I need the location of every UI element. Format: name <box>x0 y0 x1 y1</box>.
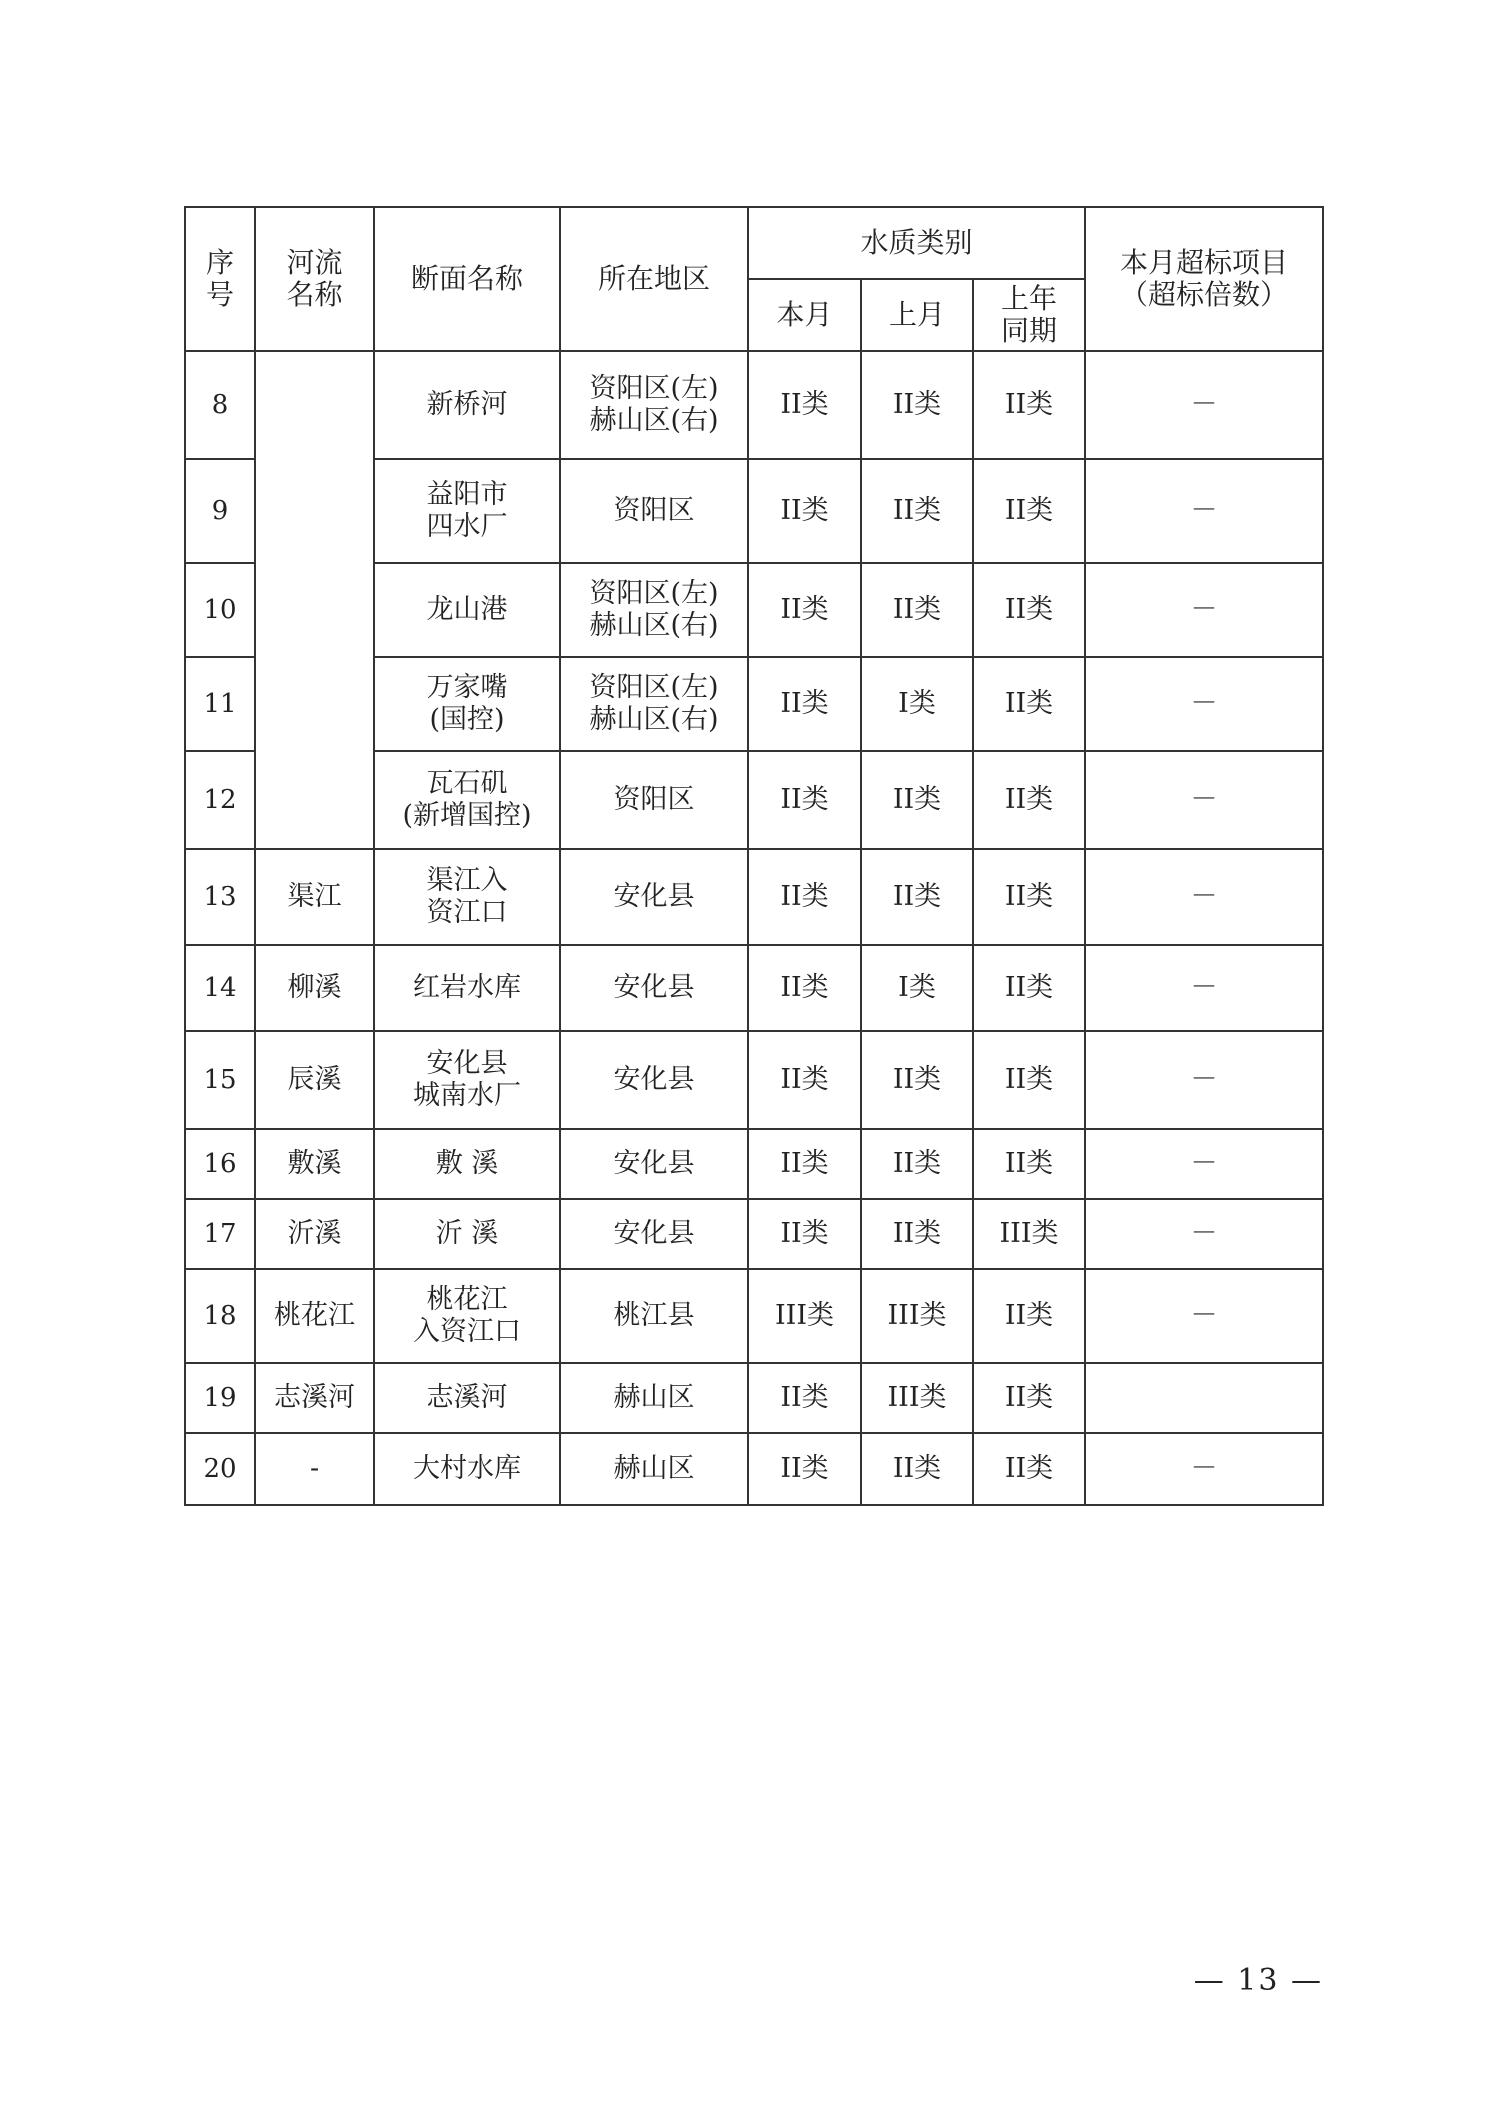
cell-section: 敷 溪 <box>374 1129 560 1199</box>
header-seq: 序 号 <box>185 207 255 351</box>
cell-region: 资阳区(左) 赫山区(右) <box>560 563 748 657</box>
cell-last-year: II类 <box>973 945 1085 1031</box>
cell-last-month: II类 <box>861 563 973 657</box>
cell-section: 沂 溪 <box>374 1199 560 1269</box>
cell-region: 资阳区 <box>560 459 748 563</box>
cell-last-month: II类 <box>861 351 973 459</box>
cell-last-month: I类 <box>861 657 973 751</box>
cell-seq: 13 <box>185 849 255 945</box>
header-class-group: 水质类别 <box>748 207 1085 279</box>
cell-section: 志溪河 <box>374 1363 560 1433</box>
cell-seq: 15 <box>185 1031 255 1129</box>
cell-exceed: － <box>1085 849 1323 945</box>
cell-exceed: － <box>1085 945 1323 1031</box>
cell-this-month: II类 <box>748 1199 861 1269</box>
cell-this-month: II类 <box>748 1129 861 1199</box>
table-row <box>185 1199 1323 1269</box>
cell-last-month: II类 <box>861 459 973 563</box>
cell-this-month: III类 <box>748 1269 861 1363</box>
cell-last-month: II类 <box>861 1433 973 1505</box>
cell-last-year: II类 <box>973 1129 1085 1199</box>
cell-exceed: － <box>1085 459 1323 563</box>
header-river: 河流 名称 <box>255 207 374 351</box>
cell-this-month: II类 <box>748 563 861 657</box>
cell-region: 安化县 <box>560 1031 748 1129</box>
cell-this-month: II类 <box>748 945 861 1031</box>
cell-last-month: II类 <box>861 1199 973 1269</box>
cell-seq: 11 <box>185 657 255 751</box>
cell-seq: 16 <box>185 1129 255 1199</box>
cell-river: 渠江 <box>255 849 374 945</box>
cell-exceed <box>1085 1363 1323 1433</box>
cell-seq: 8 <box>185 351 255 459</box>
cell-seq: 17 <box>185 1199 255 1269</box>
cell-this-month: II类 <box>748 1031 861 1129</box>
cell-last-year: II类 <box>973 1031 1085 1129</box>
table-row <box>185 1129 1323 1199</box>
cell-region: 安化县 <box>560 945 748 1031</box>
cell-river: 柳溪 <box>255 945 374 1031</box>
cell-this-month: II类 <box>748 351 861 459</box>
cell-section: 安化县 城南水厂 <box>374 1031 560 1129</box>
cell-river: 沂溪 <box>255 1199 374 1269</box>
cell-region: 赫山区 <box>560 1363 748 1433</box>
cell-seq: 14 <box>185 945 255 1031</box>
cell-last-year: II类 <box>973 1363 1085 1433</box>
cell-section: 龙山港 <box>374 563 560 657</box>
cell-section: 红岩水库 <box>374 945 560 1031</box>
cell-this-month: II类 <box>748 459 861 563</box>
cell-last-month: II类 <box>861 751 973 849</box>
table-row <box>185 1433 1323 1505</box>
table-row <box>185 1031 1323 1129</box>
cell-last-year: II类 <box>973 563 1085 657</box>
cell-region: 安化县 <box>560 849 748 945</box>
cell-last-month: II类 <box>861 1031 973 1129</box>
cell-last-year: II类 <box>973 1433 1085 1505</box>
page-number: — 13 — <box>1193 1963 1323 1998</box>
cell-section: 万家嘴 (国控) <box>374 657 560 751</box>
header-section: 断面名称 <box>374 207 560 351</box>
cell-river: 志溪河 <box>255 1363 374 1433</box>
cell-last-month: III类 <box>861 1363 973 1433</box>
cell-river: - <box>255 1433 374 1505</box>
cell-section: 桃花江 入资江口 <box>374 1269 560 1363</box>
cell-region: 安化县 <box>560 1199 748 1269</box>
cell-last-year: II类 <box>973 657 1085 751</box>
cell-section: 瓦石矶 (新增国控) <box>374 751 560 849</box>
table-row <box>185 945 1323 1031</box>
cell-this-month: II类 <box>748 1433 861 1505</box>
cell-region: 安化县 <box>560 1129 748 1199</box>
header-region: 所在地区 <box>560 207 748 351</box>
header-last-month: 上月 <box>861 279 973 351</box>
header-last-year: 上年 同期 <box>973 279 1085 351</box>
cell-region: 赫山区 <box>560 1433 748 1505</box>
table-row <box>185 1269 1323 1363</box>
cell-section: 渠江入 资江口 <box>374 849 560 945</box>
cell-section: 新桥河 <box>374 351 560 459</box>
cell-region: 资阳区(左) 赫山区(右) <box>560 351 748 459</box>
table-row <box>185 351 1323 459</box>
cell-last-month: II类 <box>861 1129 973 1199</box>
cell-exceed: － <box>1085 751 1323 849</box>
cell-last-year: II类 <box>973 459 1085 563</box>
cell-river: 敷溪 <box>255 1129 374 1199</box>
cell-this-month: II类 <box>748 657 861 751</box>
cell-last-month: III类 <box>861 1269 973 1363</box>
cell-seq: 9 <box>185 459 255 563</box>
cell-river-merged <box>255 351 374 849</box>
table-row <box>185 1363 1323 1433</box>
cell-last-year: III类 <box>973 1199 1085 1269</box>
cell-exceed: － <box>1085 1199 1323 1269</box>
cell-section: 益阳市 四水厂 <box>374 459 560 563</box>
cell-last-month: I类 <box>861 945 973 1031</box>
cell-exceed: － <box>1085 1269 1323 1363</box>
cell-last-month: II类 <box>861 849 973 945</box>
cell-last-year: II类 <box>973 351 1085 459</box>
header-this-month: 本月 <box>748 279 861 351</box>
cell-exceed: － <box>1085 1031 1323 1129</box>
cell-section: 大村水库 <box>374 1433 560 1505</box>
cell-river: 桃花江 <box>255 1269 374 1363</box>
table-row <box>185 849 1323 945</box>
cell-exceed: － <box>1085 563 1323 657</box>
cell-exceed: － <box>1085 1433 1323 1505</box>
cell-region: 资阳区 <box>560 751 748 849</box>
cell-seq: 10 <box>185 563 255 657</box>
cell-last-year: II类 <box>973 849 1085 945</box>
cell-region: 资阳区(左) 赫山区(右) <box>560 657 748 751</box>
cell-this-month: II类 <box>748 1363 861 1433</box>
cell-seq: 20 <box>185 1433 255 1505</box>
cell-seq: 12 <box>185 751 255 849</box>
cell-seq: 18 <box>185 1269 255 1363</box>
cell-last-year: II类 <box>973 751 1085 849</box>
header-exceed: 本月超标项目 （超标倍数） <box>1085 207 1323 351</box>
cell-river: 辰溪 <box>255 1031 374 1129</box>
cell-this-month: II类 <box>748 849 861 945</box>
cell-exceed: － <box>1085 351 1323 459</box>
cell-last-year: II类 <box>973 1269 1085 1363</box>
cell-seq: 19 <box>185 1363 255 1433</box>
water-quality-table <box>184 206 1324 1506</box>
cell-exceed: － <box>1085 1129 1323 1199</box>
cell-region: 桃江县 <box>560 1269 748 1363</box>
table-body <box>185 351 1323 1505</box>
cell-this-month: II类 <box>748 751 861 849</box>
cell-exceed: － <box>1085 657 1323 751</box>
